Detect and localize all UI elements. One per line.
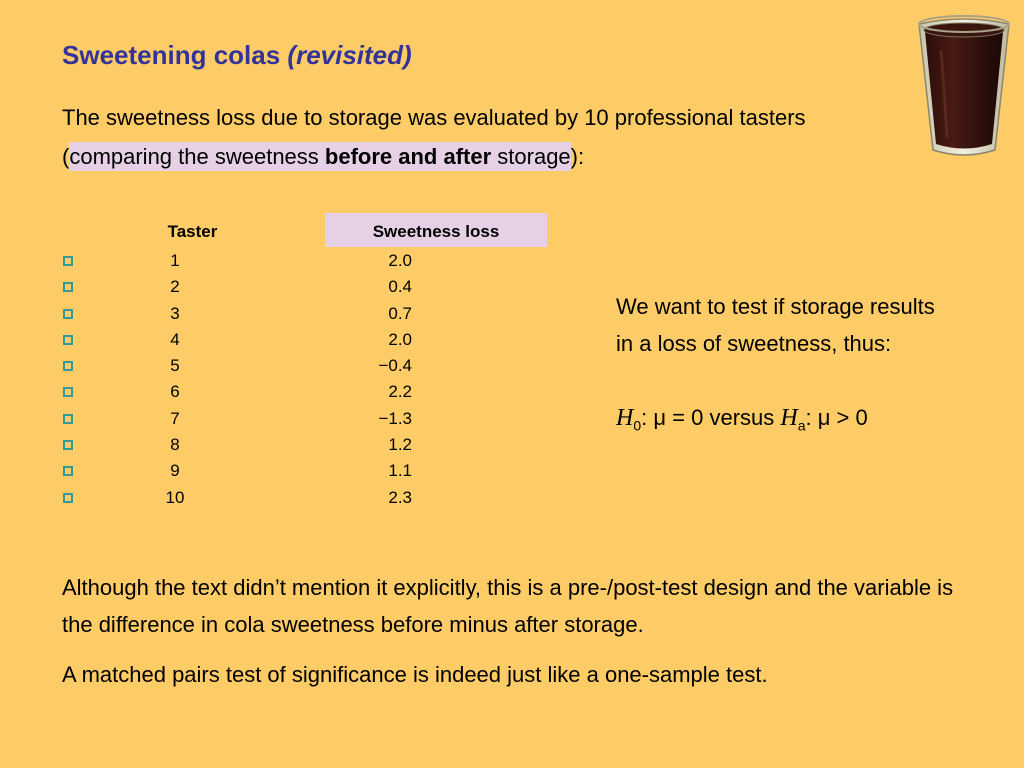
loss-cell: 2.0	[388, 329, 412, 349]
table-row	[0, 485, 600, 511]
intro-text	[62, 98, 892, 176]
taster-cell: 6	[170, 382, 180, 402]
taster-cell: 5	[170, 356, 180, 376]
intro-highlight-bold: before and after	[324, 144, 492, 169]
loss-cell: 2.0	[388, 251, 412, 270]
title-main: Sweetening colas	[62, 40, 281, 70]
table-row	[0, 458, 600, 484]
table-row	[0, 248, 600, 274]
intro-end: ):	[570, 144, 585, 169]
loss-cell: 1.2	[388, 435, 412, 455]
intro-start: The sweetness loss due to storage was evaluated by 10 professional tasters (	[62, 105, 806, 169]
intro-highlight	[69, 142, 570, 171]
loss-cell: −1.3	[378, 408, 412, 428]
loss-cell: 0.7	[388, 303, 412, 323]
h0-rest: : μ = 0 versus	[641, 405, 781, 430]
loss-cell: 2.2	[388, 382, 412, 402]
column-header-sweetness-loss: Sweetness loss	[325, 213, 547, 247]
h0-letter: H	[616, 405, 634, 431]
hypothesis-box	[616, 288, 936, 444]
intro-highlight-start: comparing the sweetness	[69, 144, 325, 169]
taster-cell: 3	[170, 303, 180, 323]
square-bullet-icon	[63, 493, 73, 503]
hypothesis-formula	[616, 399, 936, 444]
loss-cell: 2.3	[388, 487, 412, 507]
table-row	[0, 327, 600, 353]
column-header-taster: Taster	[167, 222, 218, 241]
ha-rest: : μ > 0	[805, 405, 868, 430]
square-bullet-icon	[63, 440, 73, 450]
ha-letter: H	[780, 405, 798, 431]
square-bullet-icon	[63, 282, 73, 292]
square-bullet-icon	[63, 387, 73, 397]
design-explanation-paragraph: Although the text didn’t mention it explicitly, this is a pre-/post-test design and the variable is the difference in cola sweetness before minus after storage.	[62, 575, 954, 637]
intro-highlight-end: storage	[491, 144, 571, 169]
taster-cell: 2	[170, 277, 180, 297]
cola-cup-image	[915, 10, 1013, 160]
square-bullet-icon	[63, 361, 73, 371]
table-row	[0, 406, 600, 432]
ha-subscript: a	[797, 417, 806, 434]
data-table	[0, 248, 600, 511]
table-row	[0, 379, 600, 405]
title-subtitle: (revisited)	[287, 40, 412, 70]
h0-subscript: 0	[633, 417, 642, 434]
loss-cell: −0.4	[378, 356, 412, 376]
table-row	[0, 301, 600, 327]
hypothesis-text: We want to test if storage results in a loss of sweetness, thus:	[616, 294, 935, 356]
table-row	[0, 432, 600, 458]
taster-cell: 4	[170, 329, 180, 349]
square-bullet-icon	[63, 414, 73, 424]
square-bullet-icon	[63, 466, 73, 476]
slide-title	[62, 40, 412, 71]
square-bullet-icon	[63, 335, 73, 345]
taster-cell: 10	[165, 487, 185, 507]
taster-cell: 7	[170, 408, 180, 428]
matched-pairs-paragraph: A matched pairs test of significance is indeed just like a one-sample test.	[62, 662, 768, 687]
table-row	[0, 353, 600, 379]
loss-cell: 1.1	[388, 461, 412, 481]
table-row	[0, 274, 600, 300]
square-bullet-icon	[63, 309, 73, 319]
taster-cell: 1	[170, 251, 180, 270]
taster-cell: 8	[170, 435, 180, 455]
square-bullet-icon	[63, 256, 73, 266]
loss-cell: 0.4	[388, 277, 412, 297]
taster-cell: 9	[170, 461, 180, 481]
